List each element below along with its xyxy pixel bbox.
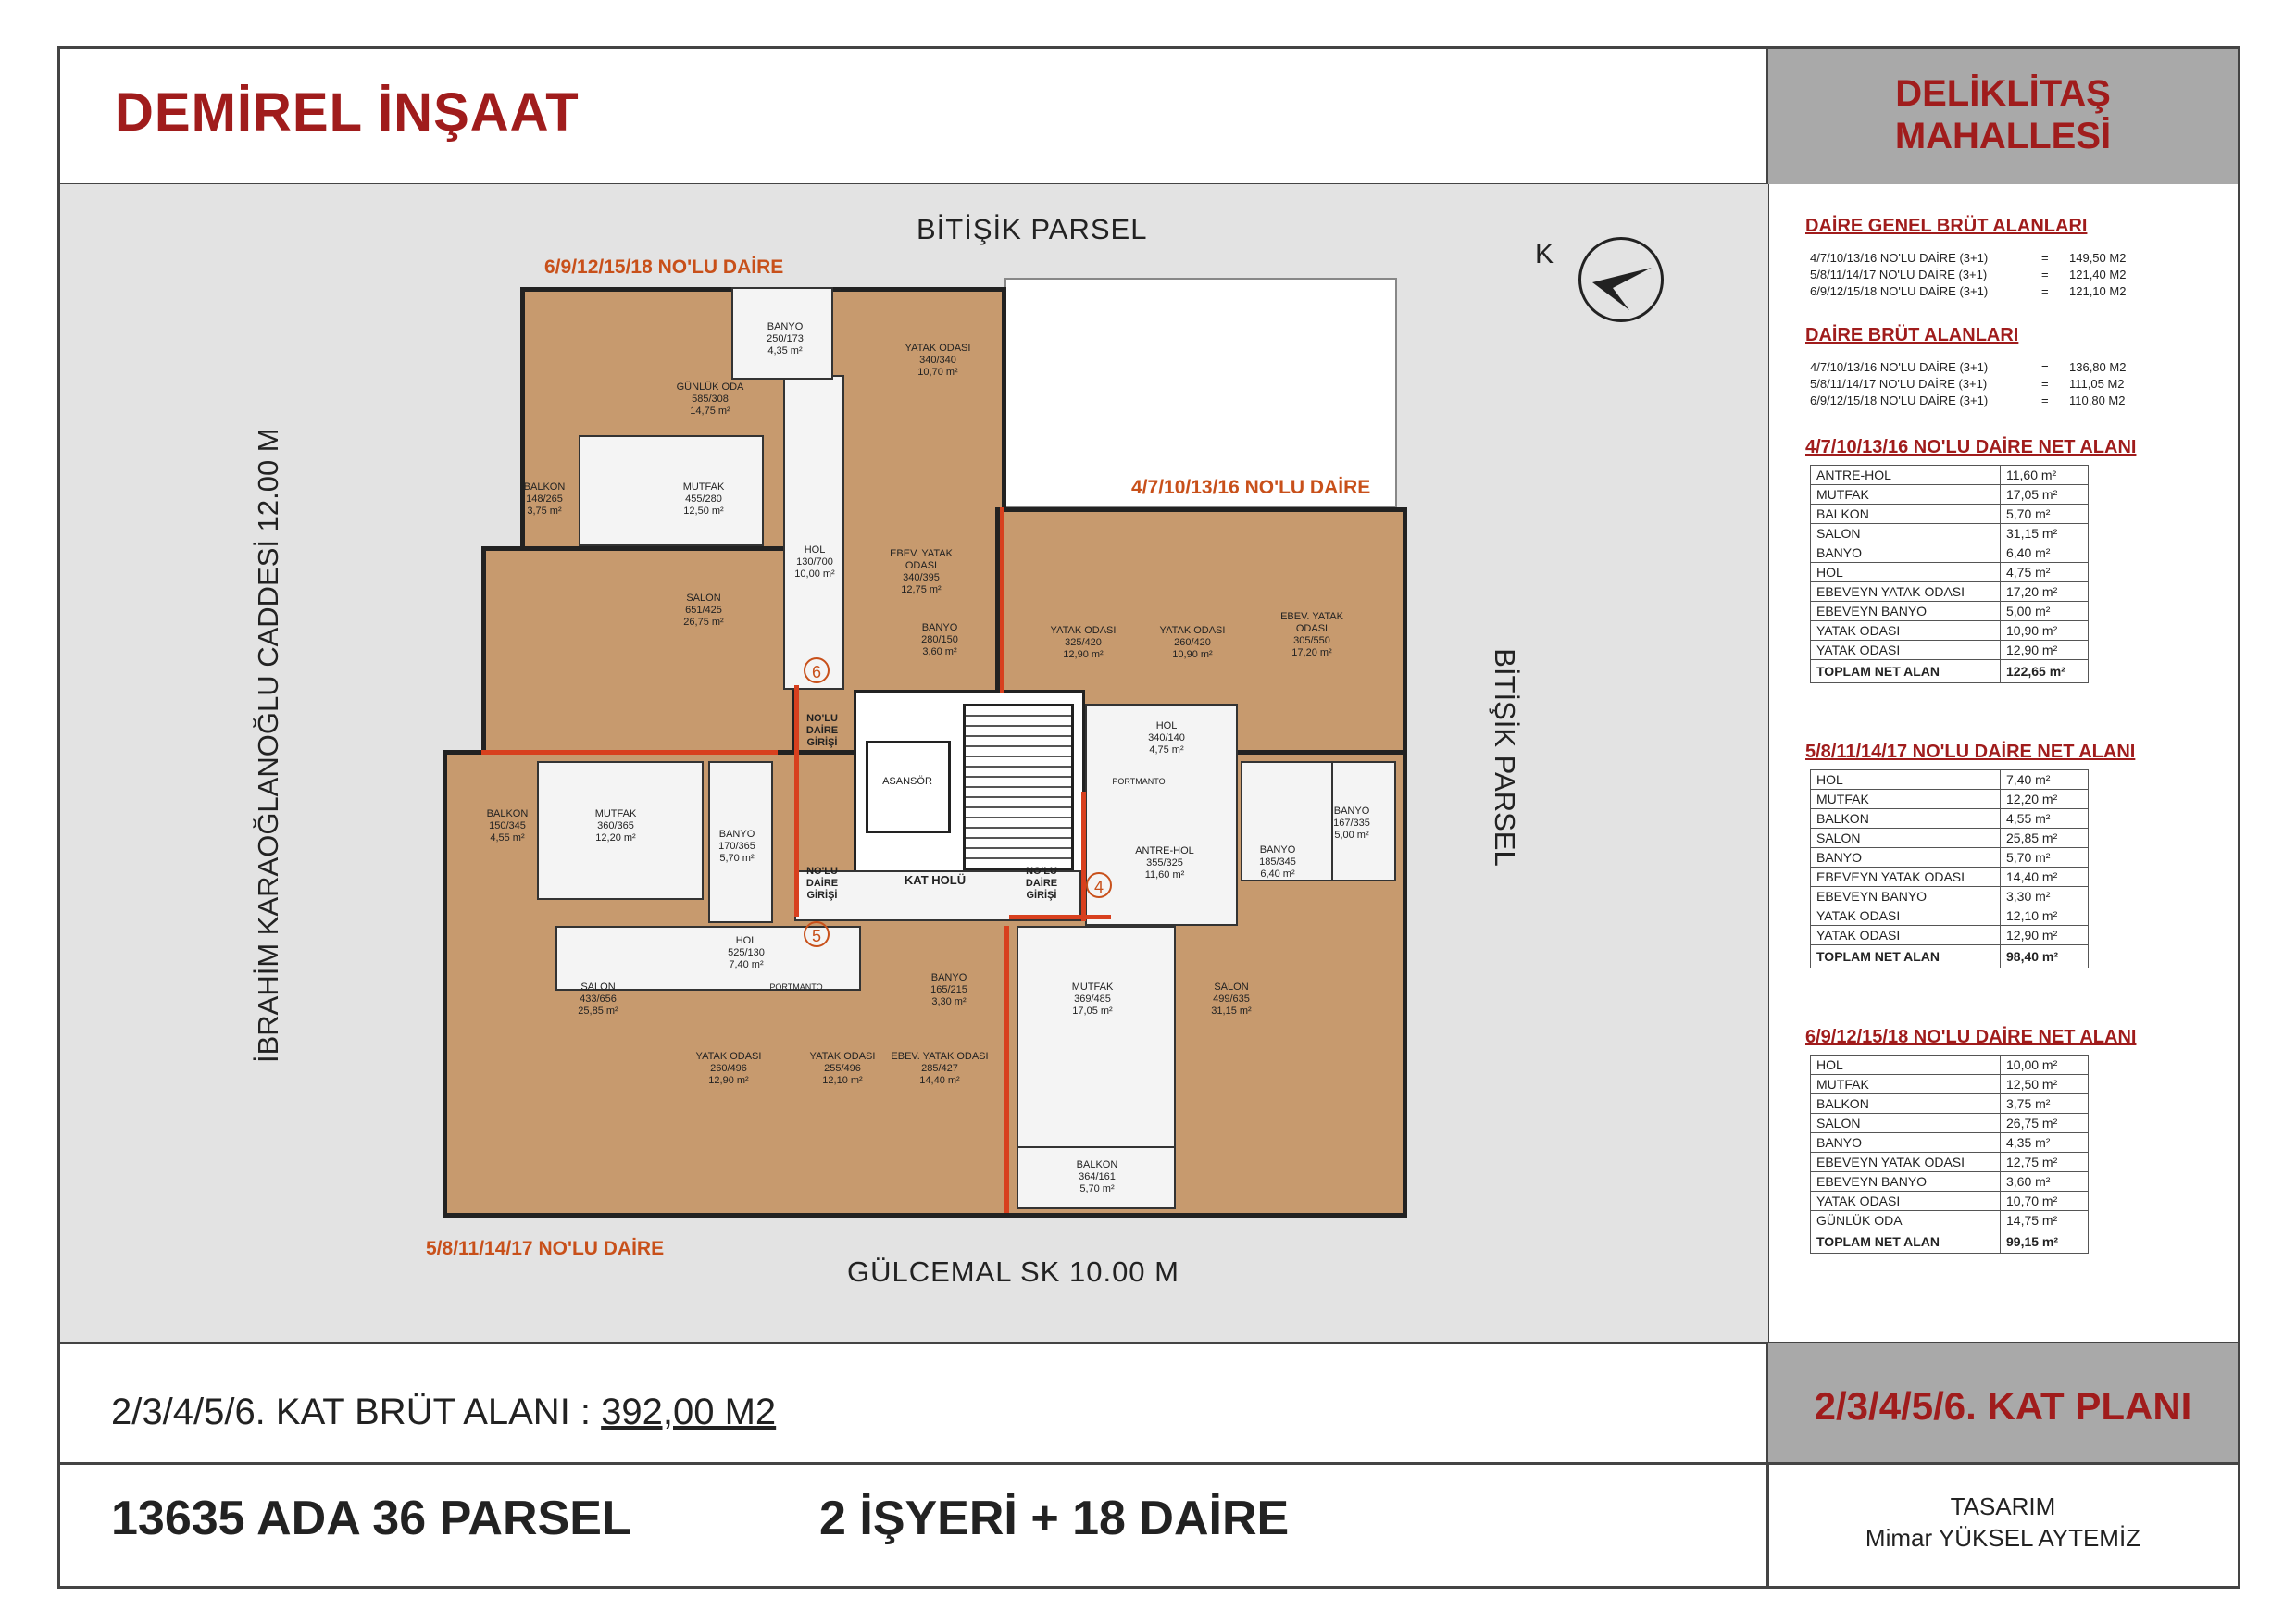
unit-count: 2 İŞYERİ + 18 DAİRE bbox=[819, 1492, 1290, 1545]
table-row: EBEVEYN YATAK ODASI 17,20 m² bbox=[1811, 582, 2089, 602]
net-table-title-1: 4/7/10/13/16 NO'LU DAİRE NET ALANI bbox=[1805, 437, 2137, 457]
table-row: YATAK ODASI 12,90 m² bbox=[1811, 926, 2089, 945]
room-yatak-a: YATAK ODASI 340/340 10,70 m² bbox=[905, 343, 971, 378]
region-line-1: DELİKLİTAŞ bbox=[1895, 73, 2111, 114]
kitchen-c bbox=[1017, 926, 1176, 1148]
table-row: SALON 31,15 m² bbox=[1811, 524, 2089, 543]
street-top: BİTİŞİK PARSEL bbox=[917, 213, 1148, 245]
label-unit-bottom-left: 5/8/11/14/17 NO'LU DAİRE bbox=[426, 1238, 665, 1259]
street-right: BİTİŞİK PARSEL bbox=[1489, 648, 1521, 867]
table-total-row: TOPLAM NET ALAN 99,15 m² bbox=[1811, 1230, 2089, 1254]
room-banyo-e: BANYO 167/335 5,00 m² bbox=[1333, 806, 1370, 841]
region-line-2: MAHALLESİ bbox=[1894, 116, 2112, 156]
room-banyo-d: BANYO 185/345 6,40 m² bbox=[1259, 844, 1296, 880]
table-row: HOL 10,00 m² bbox=[1811, 1056, 2089, 1075]
designer-label: TASARIM bbox=[1950, 1493, 2056, 1520]
room-mutfak-b: MUTFAK 360/365 12,20 m² bbox=[594, 808, 637, 843]
designer-name: Mimar YÜKSEL AYTEMİZ bbox=[1865, 1524, 2141, 1552]
street-bottom: GÜLCEMAL SK 10.00 M bbox=[847, 1255, 1179, 1288]
staircase bbox=[963, 704, 1074, 870]
designer-credit bbox=[1768, 1491, 2238, 1554]
room-salon-b: SALON 433/656 25,85 m² bbox=[578, 981, 618, 1017]
room-ebev-c: EBEV. YATAK ODASI 285/427 14,40 m² bbox=[891, 1051, 989, 1086]
gross-general-row: 4/7/10/13/16 NO'LU DAİRE (3+1) = 149,50 M2 bbox=[1810, 251, 2127, 265]
floor-gross-value: 392,00 M2 bbox=[601, 1392, 777, 1432]
room-yatak-b: YATAK ODASI 325/420 12,90 m² bbox=[1050, 625, 1117, 660]
table-total-row: TOPLAM NET ALAN 122,65 m² bbox=[1811, 660, 2089, 683]
floor-hall-label: KAT HOLÜ bbox=[904, 873, 967, 887]
table-row: EBEVEYN BANYO 3,30 m² bbox=[1811, 887, 2089, 906]
divider-footer-mid bbox=[57, 1462, 2240, 1465]
north-arrow-icon bbox=[1578, 237, 1664, 322]
room-gunluk: GÜNLÜK ODA 585/308 14,75 m² bbox=[676, 381, 744, 417]
room-banyo-b: BANYO 280/150 3,60 m² bbox=[921, 622, 958, 657]
room-ebev-a: EBEV. YATAK ODASI 340/395 12,75 m² bbox=[890, 548, 953, 595]
floor-gross-label: 2/3/4/5/6. KAT BRÜT ALANI : bbox=[111, 1392, 602, 1432]
table-row: BALKON 4,55 m² bbox=[1811, 809, 2089, 829]
partition-line-3 bbox=[1004, 926, 1009, 1213]
net-table-title-3: 6/9/12/15/18 NO'LU DAİRE NET ALANI bbox=[1805, 1027, 2137, 1047]
room-balkon-a: BALKON 148/265 3,75 m² bbox=[523, 481, 566, 517]
room-hol-c: HOL 525/130 7,40 m² bbox=[728, 935, 765, 970]
table-row: EBEVEYN BANYO 5,00 m² bbox=[1811, 602, 2089, 621]
table-total-row: TOPLAM NET ALAN 98,40 m² bbox=[1811, 945, 2089, 968]
entry-label-6: NO'LU DAİRE GİRİŞİ bbox=[805, 713, 839, 748]
room-ebev-b: EBEV. YATAK ODASI 305/550 17,20 m² bbox=[1280, 611, 1343, 658]
table-row: GÜNLÜK ODA 14,75 m² bbox=[1811, 1211, 2089, 1230]
portmanto-label-2: PORTMANTO bbox=[769, 982, 823, 992]
entry-number-4: 4 bbox=[1086, 872, 1112, 898]
floor-plan-title: 2/3/4/5/6. KAT PLANI bbox=[1814, 1384, 2192, 1428]
room-balkon-c: BALKON 364/161 5,70 m² bbox=[1076, 1159, 1118, 1194]
gross-row: 4/7/10/13/16 NO'LU DAİRE (3+1) = 136,80 M2 bbox=[1810, 360, 2127, 374]
net-area-table-1 bbox=[1810, 465, 2089, 683]
room-hol-a: HOL 130/700 10,00 m² bbox=[794, 544, 835, 580]
room-balkon-b: BALKON 150/345 4,55 m² bbox=[486, 808, 529, 843]
table-row: HOL 4,75 m² bbox=[1811, 563, 2089, 582]
table-row: YATAK ODASI 10,90 m² bbox=[1811, 621, 2089, 641]
net-area-table-2 bbox=[1810, 769, 2089, 968]
partition-line-4 bbox=[1081, 792, 1086, 921]
gross-general-row: 6/9/12/15/18 NO'LU DAİRE (3+1) = 121,10 M2 bbox=[1810, 284, 2127, 298]
table-row: MUTFAK 12,50 m² bbox=[1811, 1075, 2089, 1094]
table-row: ANTRE-HOL 11,60 m² bbox=[1811, 466, 2089, 485]
company-name: DEMİREL İNŞAAT bbox=[115, 82, 580, 143]
table-row: BALKON 5,70 m² bbox=[1811, 505, 2089, 524]
room-antre: ANTRE-HOL 355/325 11,60 m² bbox=[1135, 845, 1194, 881]
partition-line-1 bbox=[481, 750, 778, 755]
room-yatak-e: YATAK ODASI 255/496 12,10 m² bbox=[809, 1051, 876, 1086]
entry-number-5: 5 bbox=[804, 921, 830, 947]
floor-gross-area bbox=[111, 1392, 776, 1433]
gross-title: DAİRE BRÜT ALANLARI bbox=[1805, 325, 2019, 345]
table-row: BANYO 5,70 m² bbox=[1811, 848, 2089, 868]
adjacent-lot bbox=[1004, 278, 1397, 508]
region-name bbox=[1768, 72, 2238, 157]
room-salon-c: SALON 499/635 31,15 m² bbox=[1211, 981, 1252, 1017]
partition-line-2 bbox=[1000, 507, 1004, 693]
table-row: SALON 26,75 m² bbox=[1811, 1114, 2089, 1133]
hall-top bbox=[783, 375, 844, 690]
table-row: YATAK ODASI 12,90 m² bbox=[1811, 641, 2089, 660]
table-row: BANYO 6,40 m² bbox=[1811, 543, 2089, 563]
portmanto-label-1: PORTMANTO bbox=[1112, 777, 1166, 786]
table-row: YATAK ODASI 10,70 m² bbox=[1811, 1192, 2089, 1211]
room-mutfak-c: MUTFAK 369/485 17,05 m² bbox=[1071, 981, 1114, 1017]
table-row: BANYO 4,35 m² bbox=[1811, 1133, 2089, 1153]
label-unit-top-left: 6/9/12/15/18 NO'LU DAİRE bbox=[544, 256, 784, 278]
entry-label-4: NO'LU DAİRE GİRİŞİ bbox=[1025, 866, 1058, 901]
room-yatak-d: YATAK ODASI 260/496 12,90 m² bbox=[695, 1051, 762, 1086]
parcel-info: 13635 ADA 36 PARSEL bbox=[111, 1492, 631, 1545]
room-mutfak-a: MUTFAK 455/280 12,50 m² bbox=[682, 481, 725, 517]
table-row: SALON 25,85 m² bbox=[1811, 829, 2089, 848]
gross-row: 5/8/11/14/17 NO'LU DAİRE (3+1) = 111,05 M2 bbox=[1810, 377, 2125, 391]
table-row: EBEVEYN YATAK ODASI 14,40 m² bbox=[1811, 868, 2089, 887]
gross-general-title: DAİRE GENEL BRÜT ALANLARI bbox=[1805, 216, 2088, 236]
gross-row: 6/9/12/15/18 NO'LU DAİRE (3+1) = 110,80 M2 bbox=[1810, 394, 2126, 407]
street-left: İBRAHİM KARAOĞLANOĞLU CADDESİ 12.00 M bbox=[252, 428, 284, 1063]
gross-general-row: 5/8/11/14/17 NO'LU DAİRE (3+1) = 121,40 M2 bbox=[1810, 268, 2127, 281]
room-salon-a: SALON 651/425 26,75 m² bbox=[683, 593, 724, 628]
entry-label-5: NO'LU DAİRE GİRİŞİ bbox=[805, 866, 839, 901]
entry-number-6: 6 bbox=[804, 657, 830, 683]
table-row: MUTFAK 12,20 m² bbox=[1811, 790, 2089, 809]
room-hol-b: HOL 340/140 4,75 m² bbox=[1148, 720, 1185, 756]
table-row: HOL 7,40 m² bbox=[1811, 770, 2089, 790]
compass-label: K bbox=[1535, 239, 1554, 269]
table-row: MUTFAK 17,05 m² bbox=[1811, 485, 2089, 505]
partition-line-6 bbox=[1009, 915, 1111, 919]
table-row: EBEVEYN YATAK ODASI 12,75 m² bbox=[1811, 1153, 2089, 1172]
net-area-table-3 bbox=[1810, 1055, 2089, 1254]
room-banyo-c: BANYO 170/365 5,70 m² bbox=[718, 829, 755, 864]
room-yatak-c: YATAK ODASI 260/420 10,90 m² bbox=[1159, 625, 1226, 660]
label-unit-right: 4/7/10/13/16 NO'LU DAİRE bbox=[1131, 477, 1371, 498]
net-table-title-2: 5/8/11/14/17 NO'LU DAİRE NET ALANI bbox=[1805, 742, 2136, 762]
table-row: YATAK ODASI 12,10 m² bbox=[1811, 906, 2089, 926]
elevator-label: ASANSÖR bbox=[882, 776, 932, 787]
room-banyo-a: BANYO 250/173 4,35 m² bbox=[767, 321, 804, 356]
table-row: BALKON 3,75 m² bbox=[1811, 1094, 2089, 1114]
table-row: EBEVEYN BANYO 3,60 m² bbox=[1811, 1172, 2089, 1192]
room-banyo-f: BANYO 165/215 3,30 m² bbox=[930, 972, 967, 1007]
